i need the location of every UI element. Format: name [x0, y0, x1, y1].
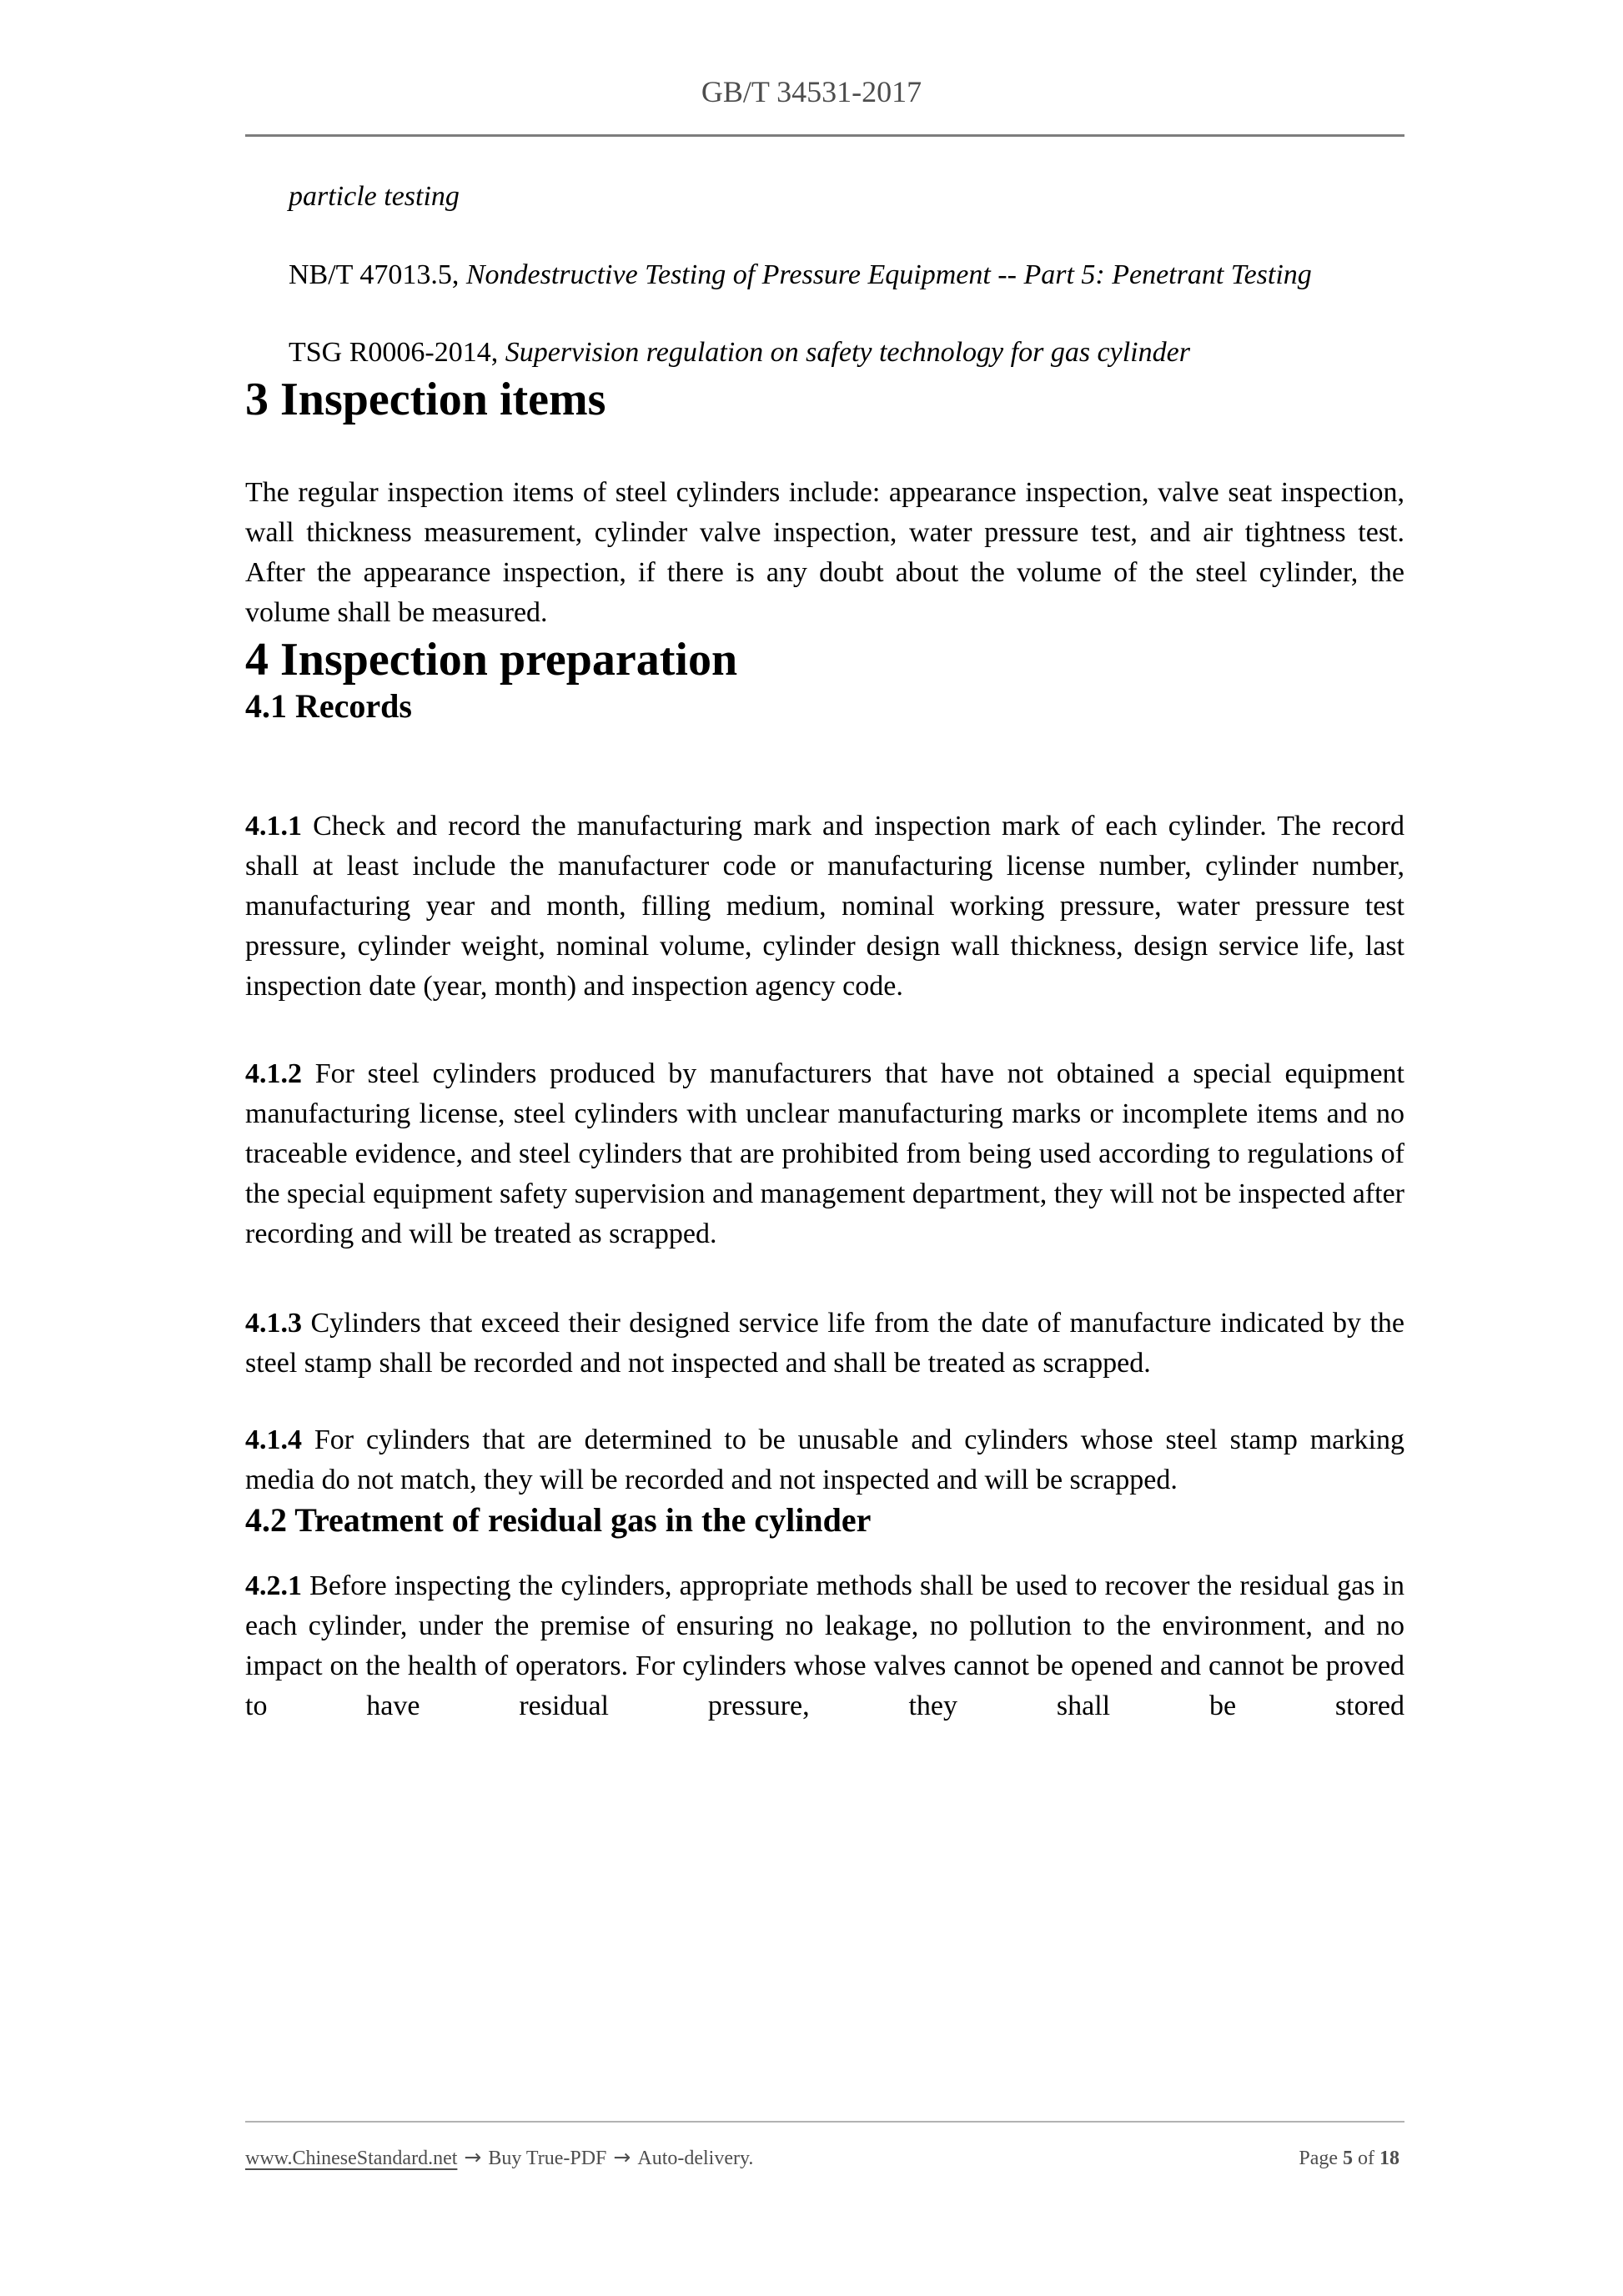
- clause-text: For steel cylinders produced by manufacturers that have not obtained a special equipment manufacturing license, steel cylinders with unclear manufacturing marks or incomplete items and no traceable evidence, and steel cylinders that are prohibited from being used according to regulations of the special equipment safety supervision and management department, they will not be inspected after recording and will be treated as scrapped.: [245, 1058, 1405, 1250]
- clause-text: For cylinders that are determined to be unusable and cylinders whose steel stamp marking media do not match, they will be recorded and not inspected and will be scrapped.: [245, 1424, 1404, 1496]
- clause-number: 4.2.1: [245, 1570, 302, 1602]
- reference-code: NB/T 47013.5,: [289, 259, 460, 291]
- page-number: 5: [1343, 2148, 1353, 2169]
- section-3-intro-paragraph: The regular inspection items of steel cylinders include: appearance inspection, valve seat inspection, wall thickness measurement, cylinder valve inspection, water pressure test, and air tightness test. After the appearance inspection, if there is any doubt about the volume of the steel cylinder, the volume shall be measured.: [245, 477, 1404, 629]
- reference-item-nbt-47013-5: [245, 255, 1404, 295]
- page-word: Page: [1299, 2148, 1338, 2169]
- page-footer: [245, 2121, 1404, 2171]
- of-word: of: [1358, 2148, 1374, 2169]
- clause-number: 4.1.3: [245, 1308, 302, 1339]
- site-link[interactable]: www.ChineseStandard.net: [245, 2148, 458, 2169]
- clause-4-1-2: [245, 1054, 1404, 1254]
- reference-item-tsg-r0006-2014: [245, 333, 1404, 373]
- clause-4-1-4: [245, 1420, 1404, 1500]
- footer-promo: [245, 2144, 753, 2171]
- reference-title: Nondestructive Testing of Pressure Equipment -- Part 5: Penetrant Testing: [465, 259, 1312, 291]
- reference-title: Supervision regulation on safety technology for gas cylinder: [505, 337, 1190, 369]
- buy-true-pdf-label: Buy True-PDF: [488, 2148, 607, 2169]
- clause-number: 4.1.1: [245, 811, 302, 842]
- header-rule: [245, 134, 1404, 137]
- subsection-4-2-heading: 4.2 Treatment of residual gas in the cylinder: [245, 1501, 872, 1540]
- page-indicator: [1299, 2146, 1404, 2171]
- clause-text: Cylinders that exceed their designed service life from the date of manufacture indicated by the steel stamp shall be recorded and not inspected and shall be treated as scrapped.: [245, 1308, 1405, 1379]
- total-pages: 18: [1379, 2148, 1399, 2169]
- reference-code: TSG R0006-2014,: [289, 337, 499, 369]
- subsection-4-1-heading: 4.1 Records: [245, 687, 412, 726]
- clause-4-2-1: [245, 1566, 1404, 1726]
- document-code-header: GB/T 34531-2017: [701, 75, 922, 108]
- right-arrow-icon: →: [464, 2145, 482, 2169]
- clause-text: Check and record the manufacturing mark and inspection mark of each cylinder. The record shall at least include the manufacturer code or manufacturing license number, cylinder number, manufacturing year and month, filling medium, nominal working pressure, water pressure test pressure, cylinder weight, nominal volume, cylinder design wall thickness, design service life, last inspection date (year, month) and inspection agency code.: [245, 811, 1404, 1002]
- right-arrow-icon: →: [613, 2145, 631, 2169]
- page-content: [245, 177, 1404, 1726]
- clause-text: Before inspecting the cylinders, appropriate methods shall be used to recover the residual gas in each cylinder, under the premise of ensuring no leakage, no pollution to the environment, and no impact on the health of operators. For cylinders whose valves cannot be opened and cannot be proved to have residual pressure, they shall be stored: [245, 1570, 1405, 1722]
- clause-number: 4.1.2: [245, 1058, 302, 1090]
- reference-continuation: particle testing: [289, 181, 460, 213]
- clause-number: 4.1.4: [245, 1424, 302, 1456]
- section-4-heading: 4 Inspection preparation: [245, 634, 738, 686]
- clause-4-1-1: [245, 806, 1404, 1007]
- clause-4-1-3: [245, 1304, 1404, 1384]
- section-3-heading: 3 Inspection items: [245, 374, 606, 426]
- auto-delivery-label: Auto-delivery.: [637, 2148, 754, 2169]
